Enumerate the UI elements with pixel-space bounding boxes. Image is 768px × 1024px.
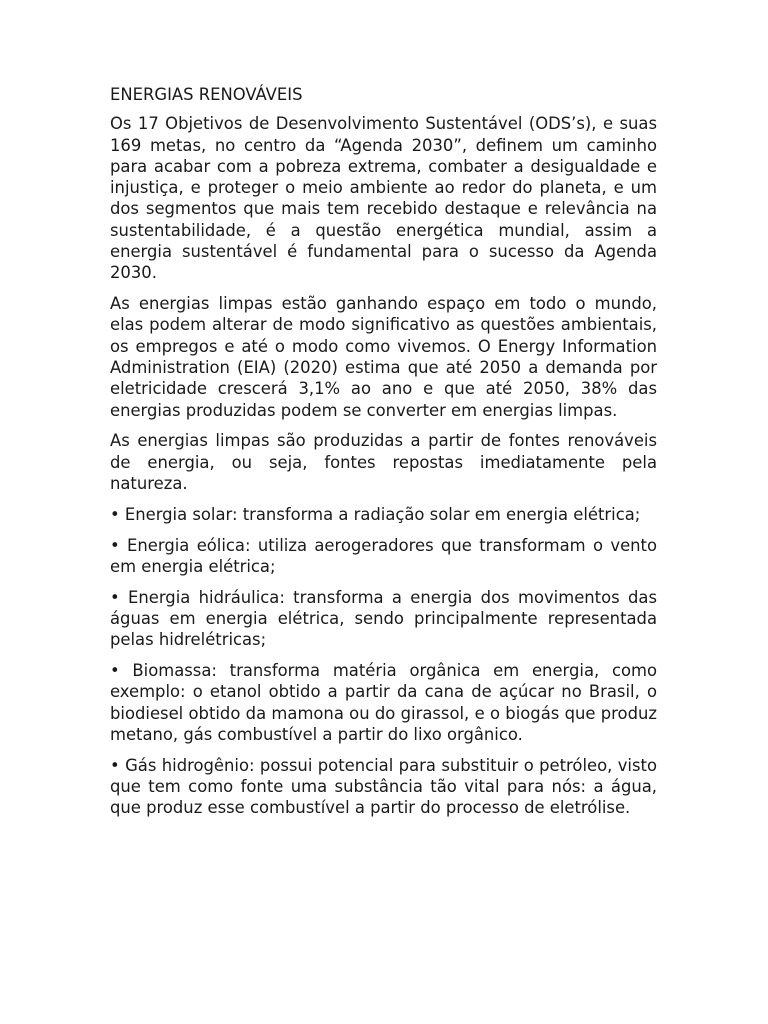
list-item-wind: • Energia eólica: utiliza aerogeradores que transformam o vento em energia elétrica;	[110, 535, 657, 576]
renewable-sources-paragraph: As energias limpas são produzidas a partir de fontes renováveis de energia, ou seja, fontes repostas imediatamente pela natureza.	[110, 431, 657, 494]
list-item-hydrogen: • Gás hidrogênio: possui potencial para substituir o petróleo, visto que tem como fonte uma substância tão vital para nós: a água, que produz esse combustível a partir do processo de eletrólise.	[110, 755, 657, 818]
list-item-solar: • Energia solar: transforma a radiação solar em energia elétrica;	[110, 504, 641, 524]
clean-energy-paragraph: As energias limpas estão ganhando espaço em todo o mundo, elas podem alterar de modo significativo as questões ambientais, os empregos e até o modo como vivemos. O Energy Information Administration (EIA) (2020) estima que até 2050 a demanda por eletricidade crescerá 3,1% ao ano e que até 2050, 38% das energias produzidas podem se converter em energias limpas.	[110, 294, 657, 420]
document-page	[110, 84, 657, 828]
list-item-hydro: • Energia hidráulica: transforma a energia dos movimentos das águas em energia elétrica, sendo principalmente representada pelas hidrelétricas;	[110, 587, 657, 650]
intro-paragraph: Os 17 Objetivos de Desenvolvimento Sustentável (ODS’s), e suas 169 metas, no centro da “Agenda 2030”, definem um caminho para acabar com a pobreza extrema, combater a desigualdade e injustiça, e proteger o meio ambiente ao redor do planeta, e um dos segmentos que mais tem recebido destaque e relevância na sustentabilidade, é a questão energética mundial, assim a energia sustentável é fundamental para o sucesso da Agenda 2030.	[110, 114, 657, 283]
list-item-biomass: • Biomassa: transforma matéria orgânica em energia, como exemplo: o etanol obtido a partir da cana de açúcar no Brasil, o biodiesel obtido da mamona ou do girassol, e o biogás que produz metano, gás combustível a partir do lixo orgânico.	[110, 661, 657, 745]
document-title: ENERGIAS RENOVÁVEIS	[110, 85, 303, 104]
